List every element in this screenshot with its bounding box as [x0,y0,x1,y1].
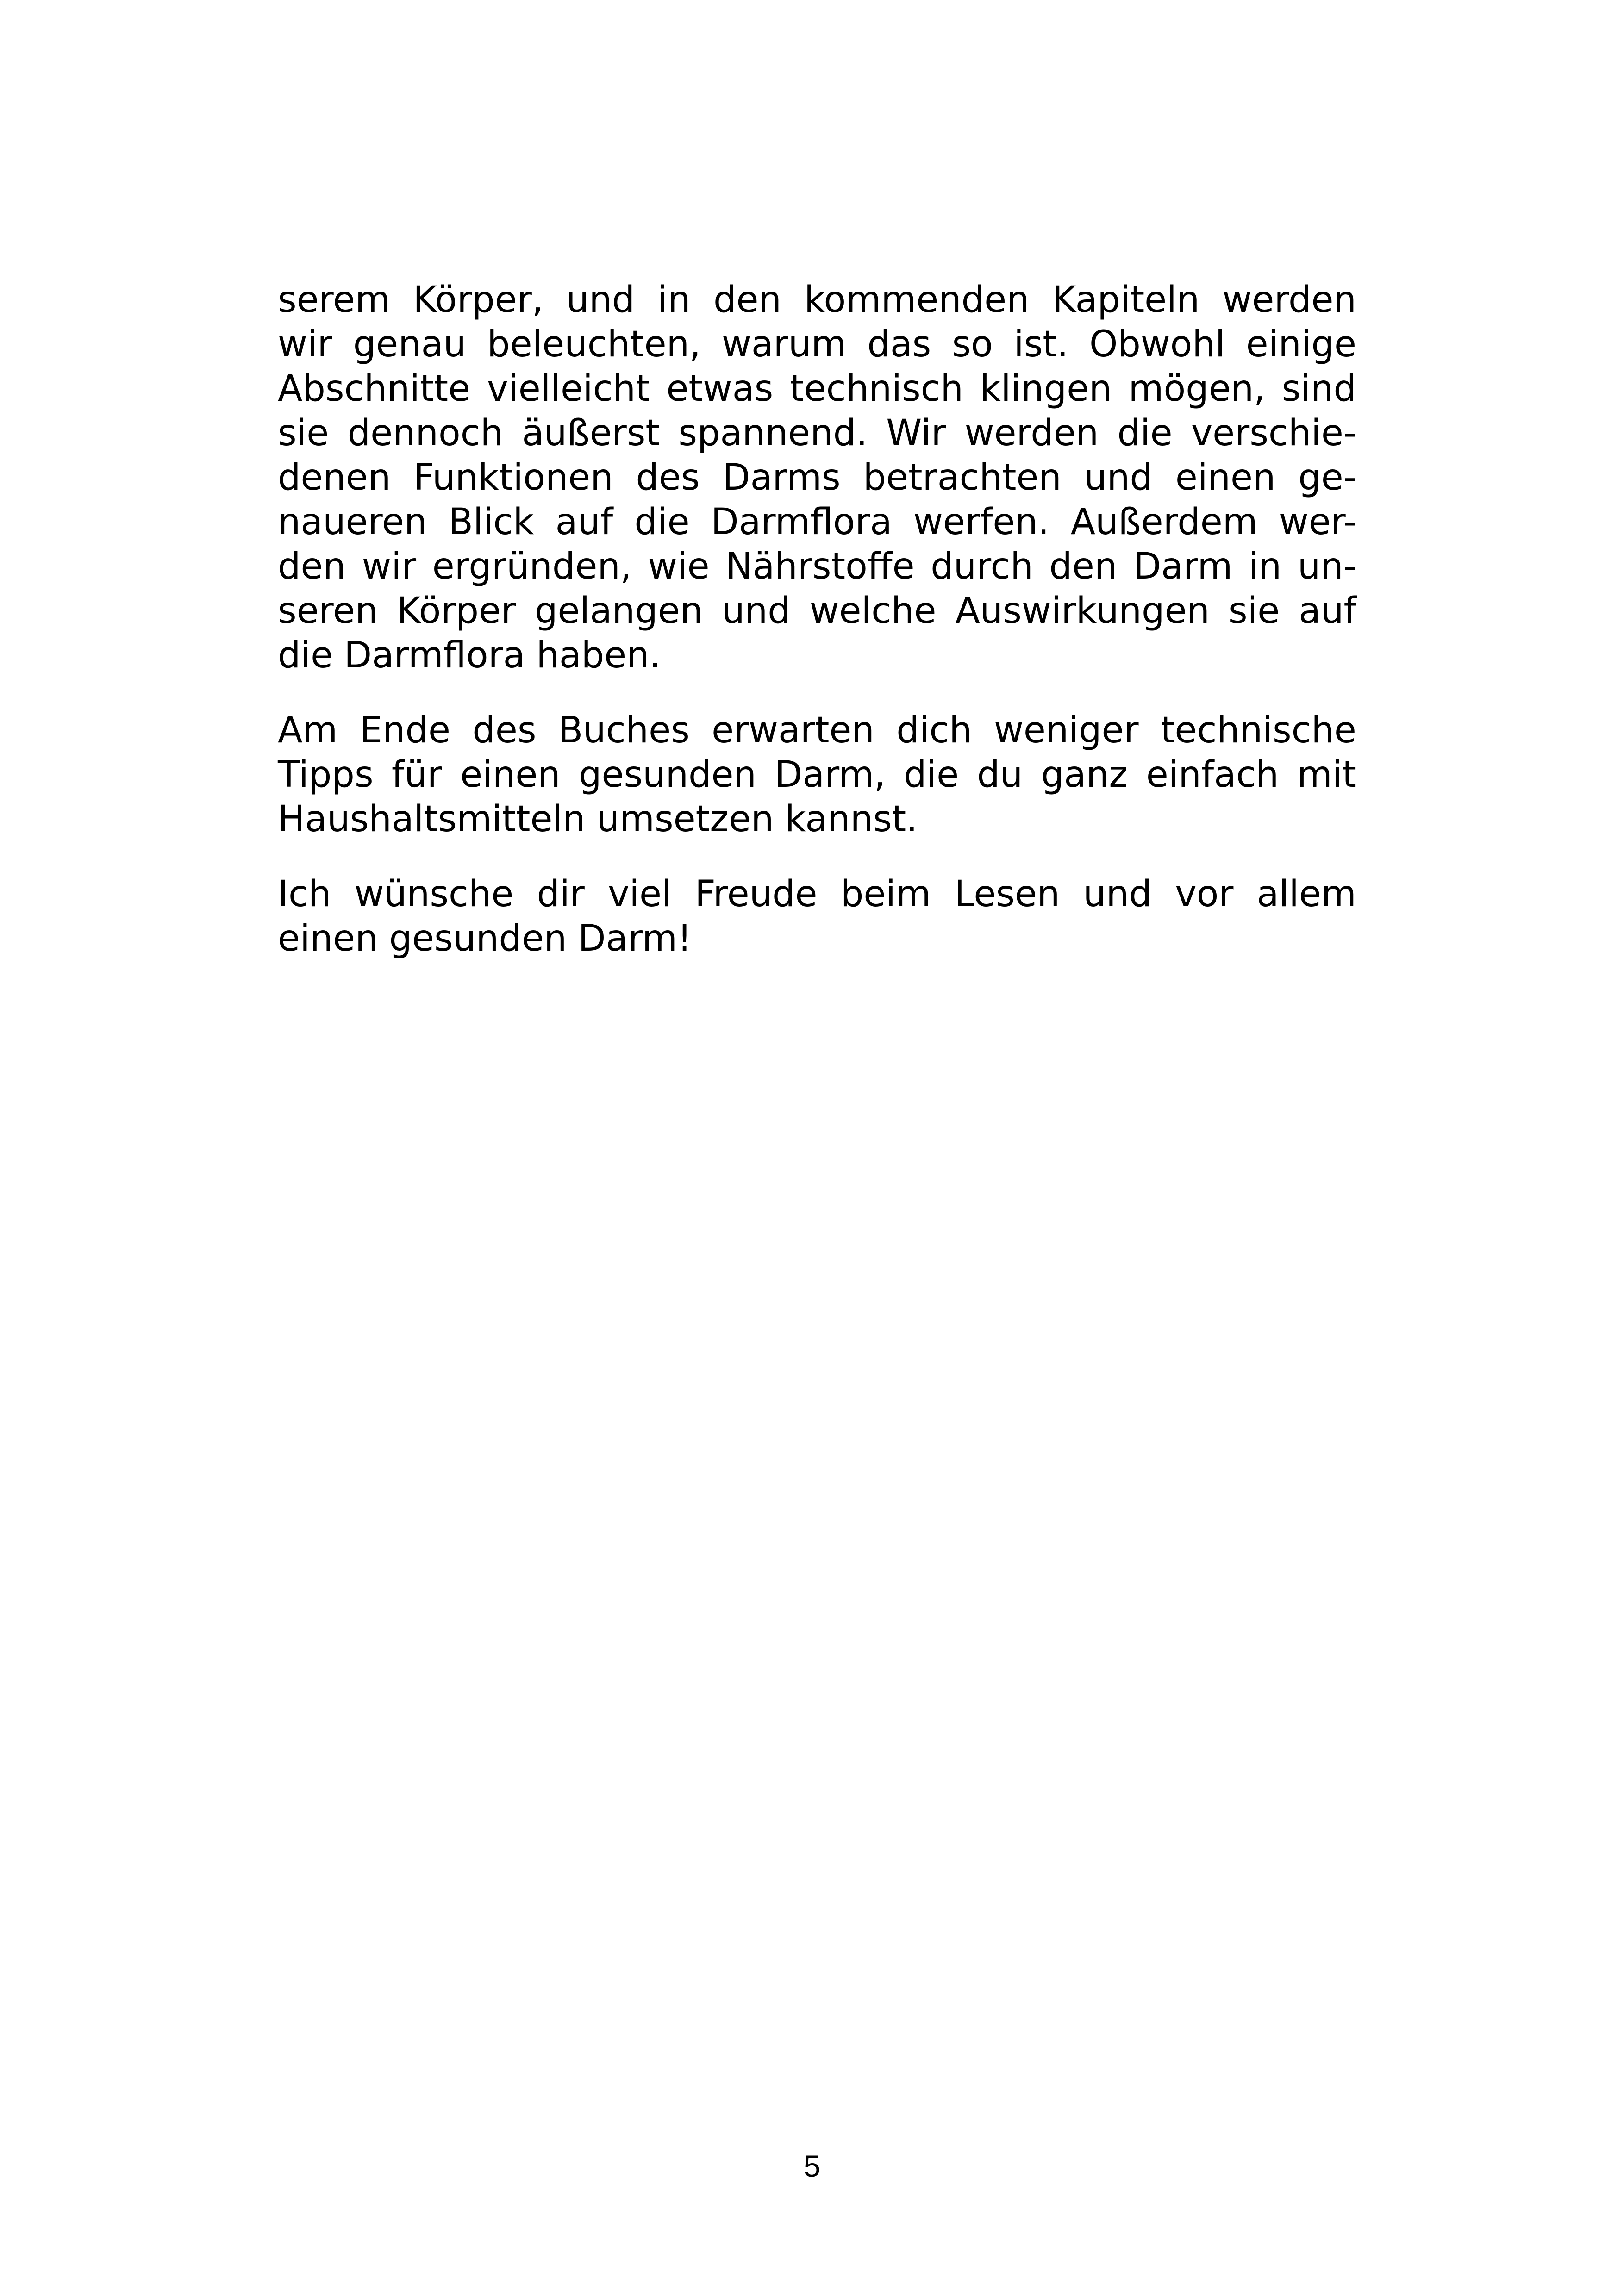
text-line: Am Ende des Buches erwarten dich weniger technische [278,709,1356,751]
text-line: Abschnitte vielleicht etwas technisch klingen mögen, sind [278,368,1356,410]
text-line: serem Körper, und in den kommenden Kapiteln werden [278,279,1356,321]
text-line: die Darmflora haben. [278,635,661,676]
body-text [278,278,1356,961]
text-line: denen Funktionen des Darms betrachten und einen ge- [278,457,1356,498]
paragraph [278,872,1356,961]
text-line: wir genau beleuchten, warum das so ist. Obwohl einige [278,324,1356,365]
text-line: naueren Blick auf die Darmflora werfen. Außerdem wer- [278,501,1356,543]
text-line: den wir ergründen, wie Nährstoffe durch den Darm in un- [278,546,1356,587]
text-line: sie dennoch äußerst spannend. Wir werden die verschie- [278,412,1356,454]
text-line: Haushaltsmitteln umsetzen kannst. [278,798,918,840]
paragraph [278,278,1356,678]
text-line: Ich wünsche dir viel Freude beim Lesen und vor allem [278,873,1356,915]
text-line: einen gesunden Darm! [278,918,692,959]
text-line: seren Körper gelangen und welche Auswirkungen sie auf [278,590,1356,632]
page-number: 5 [803,2149,821,2183]
text-line: Tipps für einen gesunden Darm, die du ganz einfach mit [278,754,1356,796]
paragraph [278,708,1356,841]
